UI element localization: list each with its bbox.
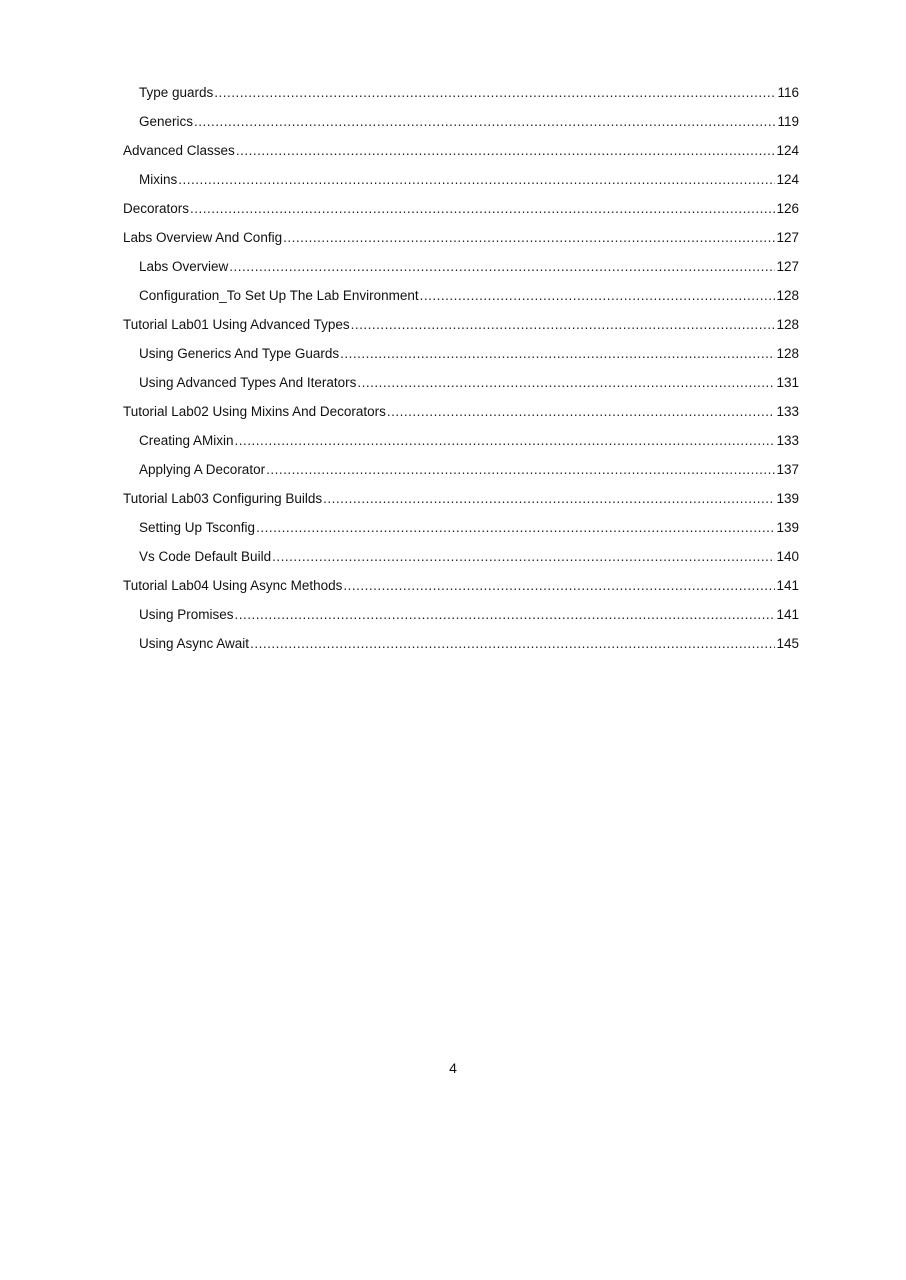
toc-entry-page: 126 (776, 201, 799, 216)
toc-entry-title: Using Advanced Types And Iterators (139, 375, 357, 390)
toc-entry-page: 124 (776, 143, 799, 158)
toc-entry-title: Decorators (123, 201, 190, 216)
toc-entry-title: Tutorial Lab03 Configuring Builds (123, 491, 323, 506)
toc-entry-page: 133 (776, 433, 799, 448)
toc-entry-title: Tutorial Lab04 Using Async Methods (123, 578, 343, 593)
dot-leader (420, 287, 776, 305)
dot-leader (178, 171, 775, 189)
dot-leader (266, 461, 775, 479)
dot-leader (236, 142, 776, 160)
toc-entry-vs-code-default-build[interactable] (123, 548, 799, 566)
toc-entry-generics-and-type-guards[interactable] (123, 345, 799, 363)
toc-entry-title: Setting Up Tsconfig (139, 520, 256, 535)
toc-entry-title: Mixins (139, 172, 178, 187)
dot-leader (351, 316, 776, 334)
dot-leader (343, 577, 775, 595)
dot-leader (214, 84, 776, 102)
toc-entry-lab02[interactable] (123, 403, 799, 421)
dot-leader (194, 113, 776, 131)
toc-entry-page: 139 (776, 491, 799, 506)
toc-entry-title: Applying A Decorator (139, 462, 266, 477)
dot-leader (250, 635, 775, 653)
toc-entry-page: 119 (777, 114, 799, 129)
toc-entry-applying-a-decorator[interactable] (123, 461, 799, 479)
toc-entry-page: 127 (776, 259, 799, 274)
toc-entry-using-promises[interactable] (123, 606, 799, 624)
toc-entry-advanced-classes[interactable] (123, 142, 799, 160)
toc-entry-advanced-types-and-iterators[interactable] (123, 374, 799, 392)
toc-entry-page: 131 (776, 375, 799, 390)
dot-leader (256, 519, 775, 537)
toc-entry-page: 124 (776, 172, 799, 187)
dot-leader (323, 490, 775, 508)
dot-leader (357, 374, 775, 392)
toc-entry-title: Using Promises (139, 607, 234, 622)
dot-leader (235, 606, 776, 624)
toc-entry-creating-a-mixin[interactable] (123, 432, 799, 450)
table-of-contents (123, 84, 799, 664)
toc-entry-title: Labs Overview (139, 259, 229, 274)
toc-entry-title: Vs Code Default Build (139, 549, 272, 564)
dot-leader (340, 345, 775, 363)
toc-entry-decorators[interactable] (123, 200, 799, 218)
toc-entry-page: 116 (777, 85, 799, 100)
toc-entry-using-async-await[interactable] (123, 635, 799, 653)
toc-entry-page: 141 (776, 578, 799, 593)
toc-entry-labs-overview[interactable] (123, 258, 799, 276)
dot-leader (190, 200, 775, 218)
page-number: 4 (449, 1060, 457, 1076)
toc-entry-page: 139 (776, 520, 799, 535)
toc-entry-page: 128 (776, 317, 799, 332)
toc-entry-lab04[interactable] (123, 577, 799, 595)
toc-entry-setting-up-tsconfig[interactable] (123, 519, 799, 537)
dot-leader (229, 258, 775, 276)
toc-entry-title: Type guards (139, 85, 214, 100)
toc-entry-lab01[interactable] (123, 316, 799, 334)
dot-leader (283, 229, 775, 247)
toc-entry-title: Creating AMixin (139, 433, 234, 448)
toc-entry-page: 127 (776, 230, 799, 245)
toc-entry-page: 133 (776, 404, 799, 419)
dot-leader (235, 432, 776, 450)
toc-entry-title: Labs Overview And Config (123, 230, 283, 245)
toc-entry-title: Generics (139, 114, 194, 129)
toc-entry-labs-overview-and-config[interactable] (123, 229, 799, 247)
toc-entry-title: Advanced Classes (123, 143, 235, 158)
toc-entry-lab03[interactable] (123, 490, 799, 508)
toc-entry-title: Tutorial Lab02 Using Mixins And Decorators (123, 404, 386, 419)
toc-entry-page: 137 (776, 462, 799, 477)
toc-entry-page: 128 (776, 288, 799, 303)
toc-entry-title: Tutorial Lab01 Using Advanced Types (123, 317, 350, 332)
toc-entry-title: Using Generics And Type Guards (139, 346, 340, 361)
dot-leader (272, 548, 775, 566)
toc-entry-page: 145 (776, 636, 799, 651)
toc-entry-configuration[interactable] (123, 287, 799, 305)
dot-leader (387, 403, 776, 421)
toc-entry-mixins[interactable] (123, 171, 799, 189)
toc-entry-page: 140 (776, 549, 799, 564)
toc-entry-page: 141 (776, 607, 799, 622)
toc-entry-page: 128 (776, 346, 799, 361)
toc-entry-title: Using Async Await (139, 636, 250, 651)
toc-entry-title: Configuration_To Set Up The Lab Environment (139, 288, 419, 303)
toc-entry-type-guards[interactable] (123, 84, 799, 102)
toc-entry-generics[interactable] (123, 113, 799, 131)
